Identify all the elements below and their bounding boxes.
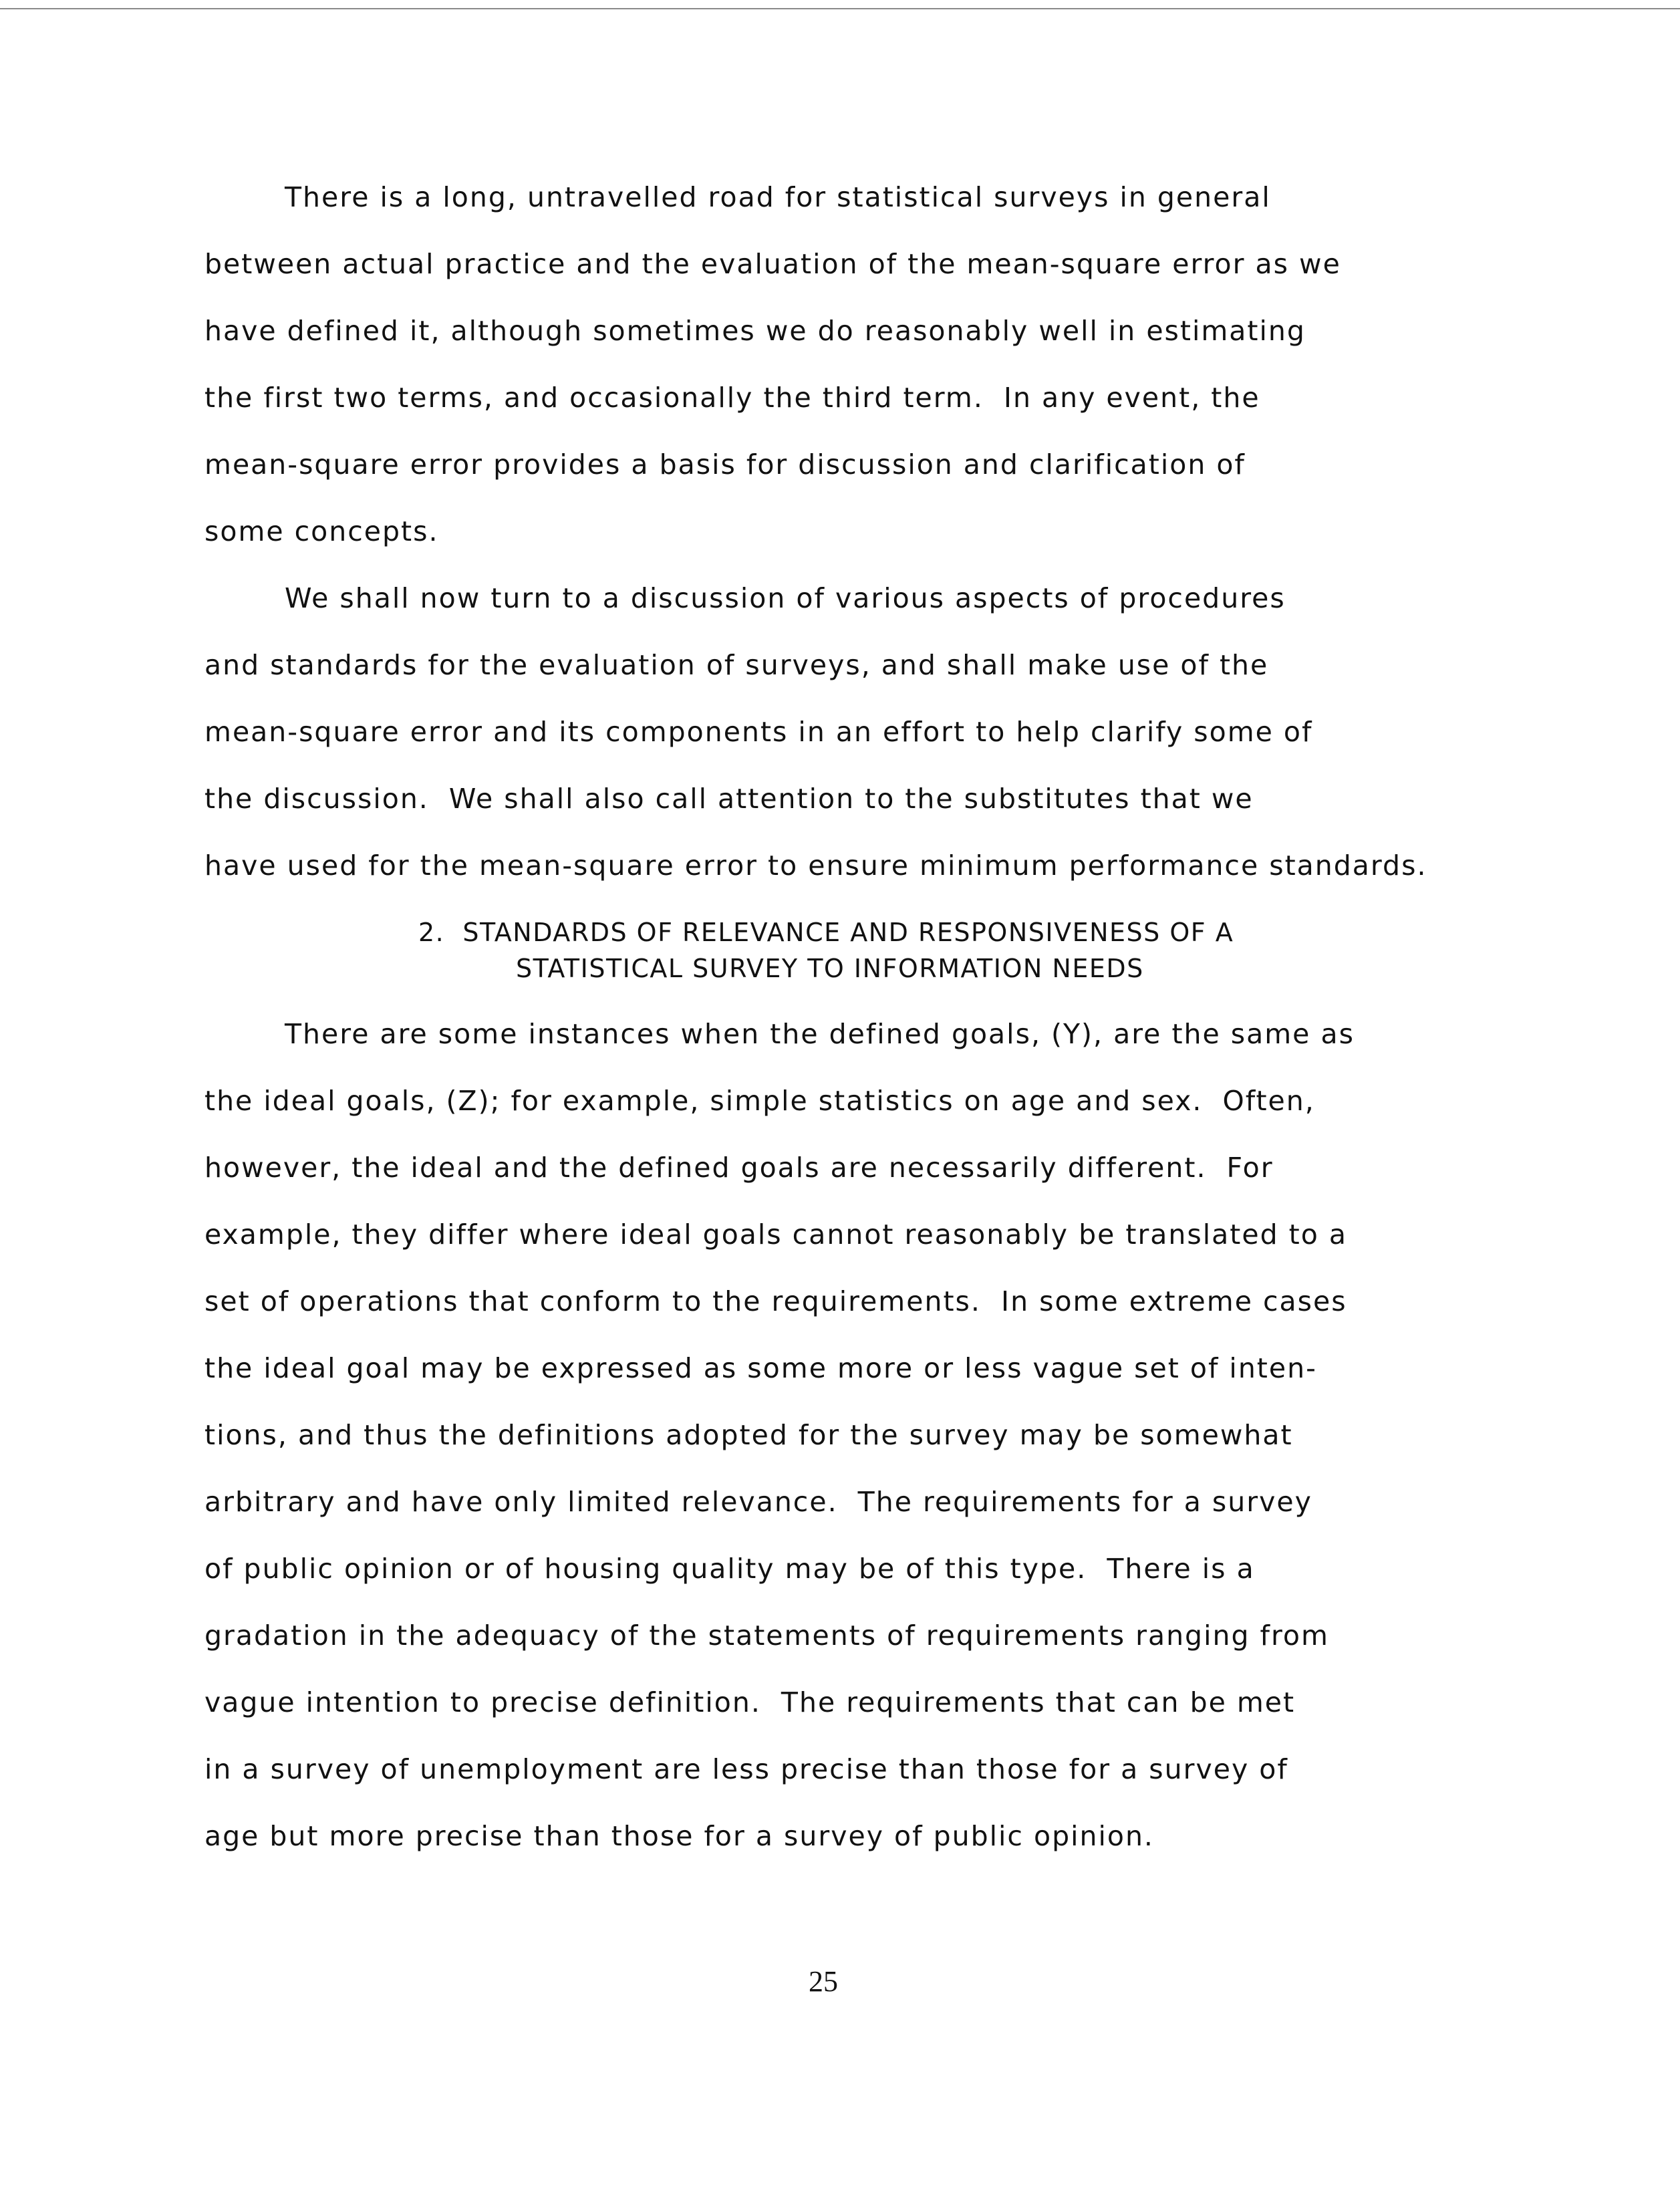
- paragraph-line: between actual practice and the evaluation of the mean-square error as we: [204, 248, 1341, 280]
- paragraph-line: There is a long, untravelled road for statistical surveys in general: [285, 181, 1271, 213]
- paragraph-line: vague intention to precise definition. The requirements that can be met: [204, 1686, 1296, 1718]
- page-number: 25: [809, 1965, 838, 1998]
- section-heading-line-1: 2. STANDARDS OF RELEVANCE AND RESPONSIVENESS OF A: [418, 918, 1234, 947]
- paragraph-line: have defined it, although sometimes we do reasonably well in estimating: [204, 315, 1306, 347]
- paragraph-line: the first two terms, and occasionally the third term. In any event, the: [204, 382, 1260, 414]
- paragraph-line: set of operations that conform to the requirements. In some extreme cases: [204, 1285, 1347, 1317]
- paragraph-line: age but more precise than those for a survey of public opinion.: [204, 1820, 1154, 1852]
- paragraph-line: some concepts.: [204, 515, 439, 547]
- paragraph-line: of public opinion or of housing quality may be of this type. There is a: [204, 1553, 1255, 1585]
- paragraph-line: the ideal goal may be expressed as some more or less vague set of inten-: [204, 1352, 1317, 1384]
- paragraph-line: gradation in the adequacy of the statements of requirements ranging from: [204, 1620, 1329, 1652]
- paragraph-line: mean-square error and its components in an effort to help clarify some of: [204, 716, 1313, 748]
- paragraph-line: We shall now turn to a discussion of various aspects of procedures: [285, 582, 1286, 614]
- paragraph-line: however, the ideal and the defined goals are necessarily different. For: [204, 1152, 1274, 1184]
- paragraph-line: the ideal goals, (Z); for example, simple statistics on age and sex. Often,: [204, 1085, 1315, 1117]
- top-border-line: [0, 8, 1680, 9]
- paragraph-line: in a survey of unemployment are less precise than those for a survey of: [204, 1753, 1288, 1785]
- paragraph-line: have used for the mean-square error to ensure minimum performance standards.: [204, 850, 1427, 882]
- paragraph-line: There are some instances when the defined goals, (Y), are the same as: [285, 1018, 1355, 1050]
- section-heading-line-2: STATISTICAL SURVEY TO INFORMATION NEEDS: [516, 954, 1144, 983]
- paragraph-line: mean-square error provides a basis for discussion and clarification of: [204, 448, 1246, 481]
- paragraph-line: the discussion. We shall also call attention to the substitutes that we: [204, 783, 1254, 815]
- paragraph-line: example, they differ where ideal goals cannot reasonably be translated to a: [204, 1218, 1347, 1251]
- paragraph-line: tions, and thus the definitions adopted for the survey may be somewhat: [204, 1419, 1293, 1451]
- paragraph-line: and standards for the evaluation of surveys, and shall make use of the: [204, 649, 1269, 681]
- paragraph-line: arbitrary and have only limited relevance. The requirements for a survey: [204, 1486, 1312, 1518]
